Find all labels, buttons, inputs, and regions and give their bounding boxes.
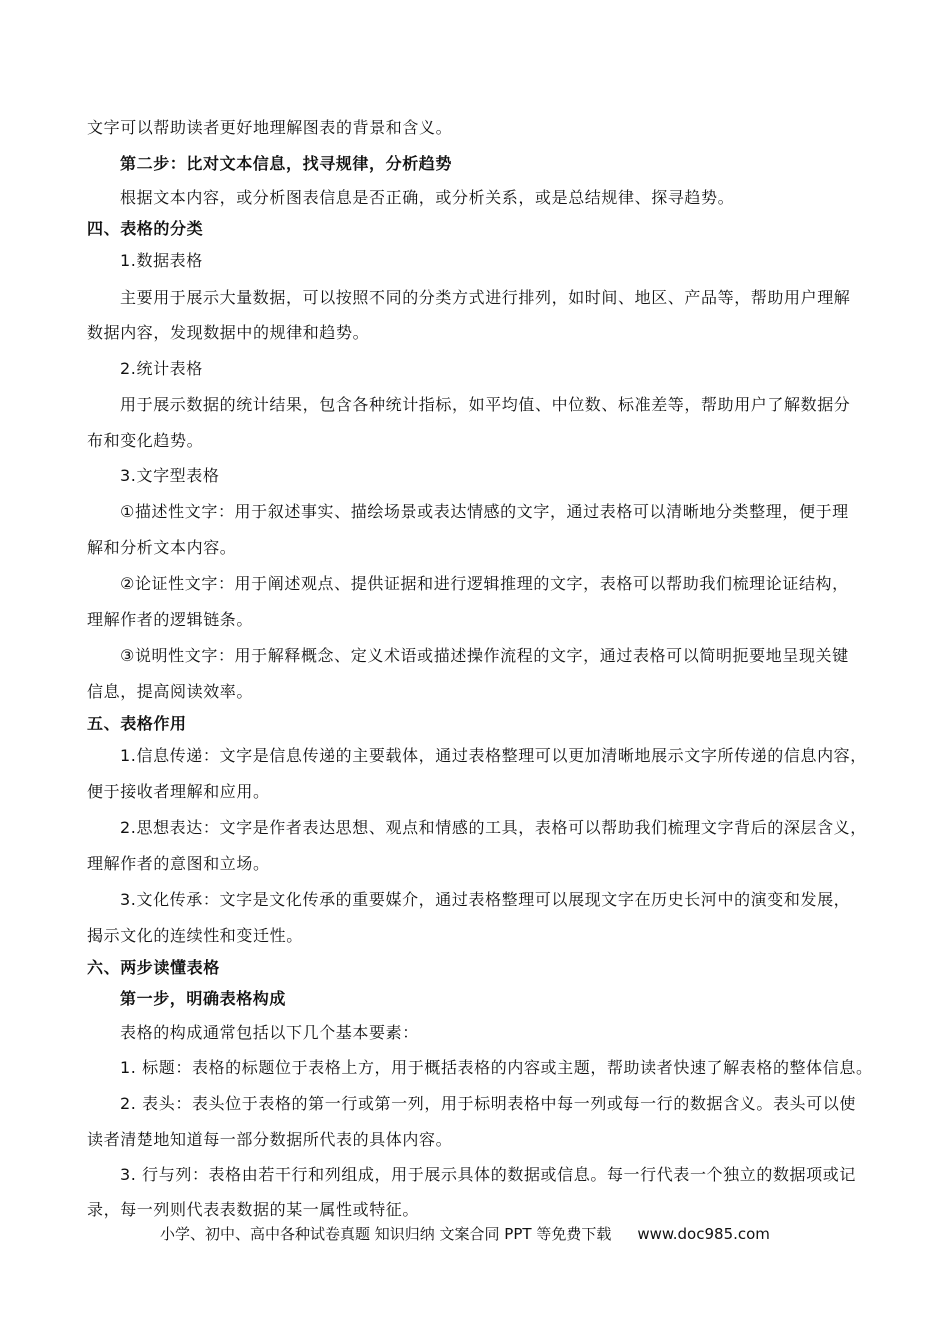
paragraph-line: ①描述性文字：用于叙述事实、描绘场景或表达情感的文字，通过表格可以清晰地分类整理，便于理 bbox=[120, 502, 849, 521]
footer-text: 小学、初中、高中各种试卷真题 知识归纳 文案合同 PPT 等免费下载 bbox=[160, 1225, 612, 1243]
list-heading: 2.统计表格 bbox=[120, 359, 203, 378]
footer-link[interactable]: www.doc985.com bbox=[637, 1225, 770, 1243]
paragraph-line: 2. 表头：表头位于表格的第一行或第一列，用于标明表格中每一列或每一行的数据含义。表头可以使 bbox=[120, 1094, 856, 1113]
paragraph-line: ③说明性文字：用于解释概念、定义术语或描述操作流程的文字，通过表格可以简明扼要地呈现关键 bbox=[120, 646, 849, 665]
paragraph-line: 理解作者的逻辑链条。 bbox=[87, 610, 254, 629]
paragraph-line: 解和分析文本内容。 bbox=[87, 538, 237, 557]
paragraph-line: 2.思想表达：文字是作者表达思想、观点和情感的工具，表格可以帮助我们梳理文字背后的深层含义， bbox=[120, 818, 867, 837]
paragraph-line: 理解作者的意图和立场。 bbox=[87, 854, 270, 873]
paragraph-line: 录，每一列则代表表数据的某一属性或特征。 bbox=[87, 1200, 420, 1219]
paragraph-line: 布和变化趋势。 bbox=[87, 431, 204, 450]
paragraph-line: 信息，提高阅读效率。 bbox=[87, 682, 254, 701]
paragraph-line: 1. 标题：表格的标题位于表格上方，用于概括表格的内容或主题，帮助读者快速了解表格的整体信息。 bbox=[120, 1058, 873, 1077]
paragraph-line: 便于接收者理解和应用。 bbox=[87, 782, 270, 801]
list-heading: 1.数据表格 bbox=[120, 251, 203, 270]
section-heading: 五、表格作用 bbox=[87, 714, 187, 733]
paragraph-line: 揭示文化的连续性和变迁性。 bbox=[87, 926, 303, 945]
section-subheading: 第二步：比对文本信息，找寻规律，分析趋势 bbox=[120, 154, 453, 173]
paragraph-line: 表格的构成通常包括以下几个基本要素： bbox=[120, 1023, 419, 1042]
paragraph-line: 文字可以帮助读者更好地理解图表的背景和含义。 bbox=[87, 118, 453, 137]
paragraph-line: 根据文本内容，或分析图表信息是否正确，或分析关系，或是总结规律、探寻趋势。 bbox=[120, 188, 735, 207]
paragraph-line: 数据内容，发现数据中的规律和趋势。 bbox=[87, 323, 370, 342]
paragraph-line: 用于展示数据的统计结果，包含各种统计指标，如平均值、中位数、标准差等，帮助用户了解数据分 bbox=[120, 395, 851, 414]
paragraph-line: 读者清楚地知道每一部分数据所代表的具体内容。 bbox=[87, 1130, 453, 1149]
paragraph-line: 主要用于展示大量数据，可以按照不同的分类方式进行排列，如时间、地区、产品等，帮助用户理解 bbox=[120, 288, 851, 307]
section-subheading: 第一步，明确表格构成 bbox=[120, 989, 287, 1008]
paragraph-line: 3. 行与列：表格由若干行和列组成，用于展示具体的数据或信息。每一行代表一个独立的数据项或记 bbox=[120, 1165, 856, 1184]
paragraph-line: 1.信息传递：文字是信息传递的主要载体，通过表格整理可以更加清晰地展示文字所传递的信息内容， bbox=[120, 746, 867, 765]
section-heading: 六、两步读懂表格 bbox=[87, 958, 220, 977]
paragraph-line: 3.文化传承：文字是文化传承的重要媒介，通过表格整理可以展现文字在历史长河中的演变和发展， bbox=[120, 890, 851, 909]
paragraph-line: ②论证性文字：用于阐述观点、提供证据和进行逻辑推理的文字，表格可以帮助我们梳理论证结构， bbox=[120, 574, 849, 593]
page-footer bbox=[160, 1224, 770, 1244]
list-heading: 3.文字型表格 bbox=[120, 466, 220, 485]
section-heading: 四、表格的分类 bbox=[87, 219, 204, 238]
